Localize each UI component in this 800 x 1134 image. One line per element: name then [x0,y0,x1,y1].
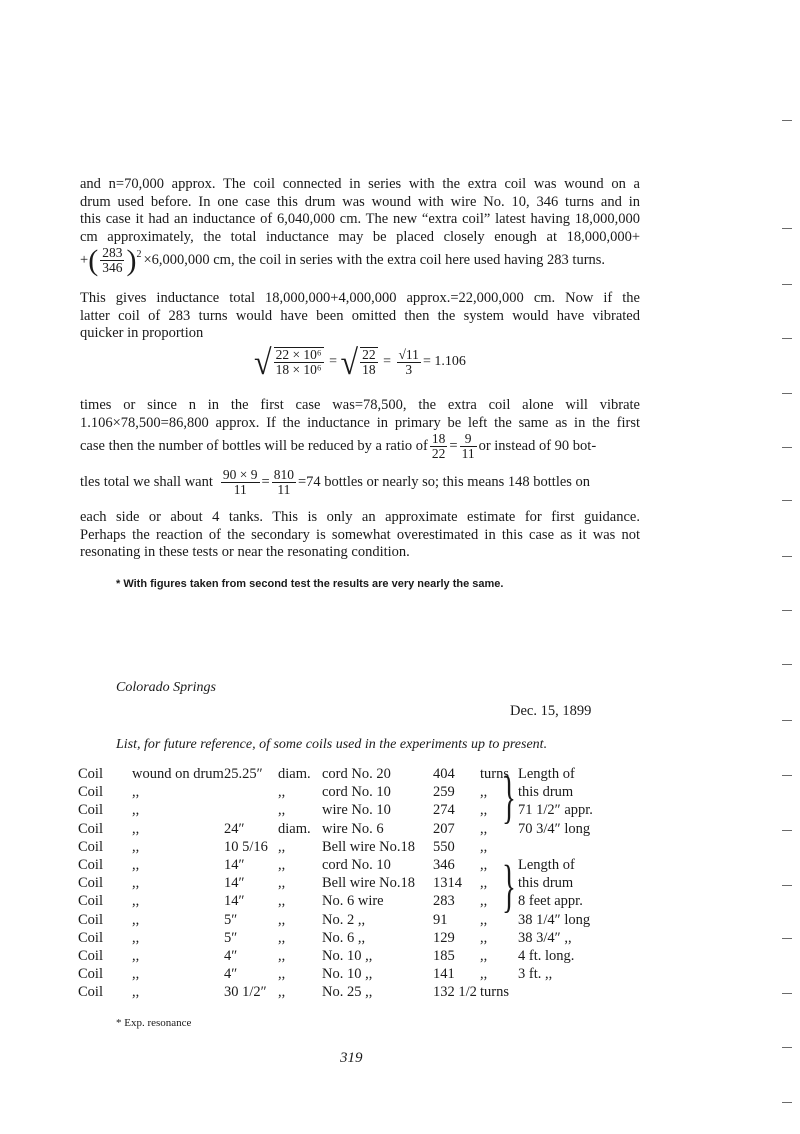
margin-mark [782,938,792,939]
cell-turns: 550 [433,838,455,855]
margin-mark [782,664,792,665]
cell-ditto: ,, [132,875,140,892]
cell-extra: 38 1/4″ long [518,911,591,928]
cell-size: 24″ [224,820,245,837]
cell-mat: cord No. 10 [322,784,391,801]
cell-size: 25.25″ [224,766,263,782]
cell-ditto: ,, [132,984,140,1001]
cell-turns: 129 [433,929,455,946]
cell-turns: 132 1/2 [433,984,477,1001]
cell-turns: 346 [433,857,455,873]
cell-tu: ,, [480,784,488,801]
cell-turns: 259 [433,784,455,801]
cell-turns: 404 [433,766,455,782]
cell-mat: Bell wire No.18 [322,875,416,892]
cell-unit: diam. [278,820,311,837]
cell-extra: this drum [518,875,574,892]
cell-ditto: ,, [132,857,140,873]
table-row [78,893,638,911]
cell-unit: ,, [278,875,286,892]
cell-extra: 70 3/4″ long [518,820,591,837]
cell-ditto: wound on drum [132,766,224,782]
margin-mark [782,228,792,229]
cell-coil: Coil [78,911,103,928]
text-line: This gives inductance total 18,000,000+4,000,000 approx.=22,000,000 cm. Now if the [80,290,640,306]
cell-unit: ,, [278,838,286,855]
margin-mark [782,447,792,448]
cell-ditto: ,, [132,911,140,928]
cell-tu: ,, [480,948,488,964]
cell-ditto: ,, [132,784,140,801]
margin-mark [782,775,792,776]
table-row [78,966,638,984]
cell-coil: Coil [78,802,103,819]
cell-tu: ,, [480,966,488,983]
margin-mark [782,120,792,121]
cell-size: 4″ [224,948,238,964]
cell-ditto: ,, [132,948,140,964]
text-line: 1.106×78,500=86,800 approx. If the inductance in primary be left the same as in the first [80,414,640,431]
cell-extra: Length of [518,766,575,782]
cell-turns: 207 [433,820,455,837]
brace: } [501,853,516,918]
cell-coil: Coil [78,966,103,983]
formula-result: = 1.106 [422,354,466,369]
page-number: 319 [340,1050,363,1066]
margin-mark [782,1047,792,1048]
cell-tu: turns [480,984,509,1001]
cell-ditto: ,, [132,893,140,910]
cell-turns: 1314 [433,875,462,892]
cell-tu: ,, [480,875,488,892]
text-line: times or since n in the first case was=78,500, the extra coil alone will vibrate [80,397,640,413]
exponent: 2 [136,249,142,260]
fraction: $\frac{283}{346}$ [102,245,123,275]
cell-extra: 38 3/4″ ,, [518,929,572,946]
table-row [78,984,638,1002]
formula-tail: ×6,000,000 cm, the coil in series with the extra coil here used having 283 turns. [143,251,606,268]
table-row [78,948,638,966]
cell-coil: Coil [78,784,103,801]
margin-mark [782,830,792,831]
table-row [78,821,638,839]
cell-size: 4″ [224,966,238,983]
text-line: drum used before. In one case this drum was wound with wire No. 10, 346 turns and in [80,193,640,210]
cell-mat: Bell wire No.18 [322,838,416,855]
cell-size: 30 1/2″ [224,984,267,1001]
cell-unit: ,, [278,802,286,819]
cell-extra: 8 feet appr. [518,893,583,910]
cell-extra: this drum [518,784,574,801]
table-row [78,930,638,948]
text-line: cm approximately, the total inductance may be placed closely enough at 18,000,000+ [80,228,640,245]
text-line: latter coil of 283 turns would have been omitted then the system would have vibrated [80,307,640,324]
cell-size: 14″ [224,893,245,910]
cell-size: 10 5/16 [224,838,268,855]
margin-mark [782,610,792,611]
text-line: and n=70,000 approx. The coil connected in series with the extra coil was wound on a [80,176,640,192]
bottle-ratio-line: case then the number of bottles will be reduced by a ratio of $\frac{18}{22}$ = $\frac{9}{11}$ or instead of 90 bot- [80,431,597,461]
cell-extra: 4 ft. long. [518,948,575,964]
bottle-total-line: tles total we shall want $\frac{90 \times 9}{11}$ = $\frac{810}{11}$ =74 bottles or nearly so; this means 148 bottles on [80,467,591,497]
cell-tu: ,, [480,857,488,873]
cell-tu: ,, [480,911,488,928]
margin-mark [782,338,792,339]
cell-mat: wire No. 10 [322,802,391,819]
margin-mark [782,284,792,285]
cell-unit: ,, [278,984,286,1001]
margin-mark [782,393,792,394]
cell-mat: No. 10 ,, [322,966,373,983]
date-heading: Dec. 15, 1899 [510,703,592,719]
cell-unit: ,, [278,893,286,910]
cell-unit: ,, [278,784,286,801]
cell-extra: Length of [518,857,575,873]
ratio-formula: √ $\frac{\text{22 × 10⁶}}{\text{18 × 10⁶}}$ = √ $\frac{22}{18}$ = $\frac{√11}{3}$ = 1.106 [254,342,466,382]
cell-coil: Coil [78,857,103,873]
cell-tu: ,, [480,820,488,837]
cell-turns: 91 [433,911,448,928]
cell-mat: No. 10 ,, [322,948,373,964]
margin-mark [782,885,792,886]
cell-ditto: ,, [132,802,140,819]
cell-coil: Coil [78,984,103,1001]
footnote: * With figures taken from second test the results are very nearly the same. [116,578,504,590]
paragraph-2b [80,509,640,562]
cell-coil: Coil [78,820,103,837]
text-line: quicker in proportion [80,325,204,341]
cell-mat: cord No. 10 [322,857,391,873]
cell-tu: ,, [480,802,488,819]
cell-mat: No. 25 ,, [322,984,373,1001]
text-line: Perhaps the reaction of the secondary is somewhat overestimated in this case as it was not [80,526,640,543]
margin-mark [782,556,792,557]
cell-ditto: ,, [132,838,140,855]
cell-coil: Coil [78,929,103,946]
paragraph-1b [80,290,640,343]
text-line: this case it had an inductance of 6,040,000 cm. The new “extra coil” latest having 18,000,000 [80,211,640,227]
cell-mat: wire No. 6 [322,820,384,837]
table-row [78,875,638,893]
footnote: * Exp. resonance [116,1017,192,1029]
brace: } [501,764,516,829]
cell-mat: No. 6 wire [322,893,384,910]
cell-ditto: ,, [132,929,140,946]
paragraph-2 [80,397,640,432]
cell-turns: 274 [433,802,455,819]
table-row [78,802,638,820]
margin-mark [782,720,792,721]
cell-coil: Coil [78,875,103,892]
cell-unit: ,, [278,966,286,983]
cell-tu: ,, [480,893,488,910]
text-line: each side or about 4 tanks. This is only an approximate estimate for first guidance. [80,509,640,525]
margin-mark [782,500,792,501]
formula-line: + ( $\frac{283}{346}$ ) 2 ×6,000,000 cm, the coil in series with the extra coil here used having 283 turns. [80,243,606,277]
list-title: List, for future reference, of some coils used in the experiments up to present. [116,737,548,752]
cell-mat: cord No. 20 [322,766,391,782]
cell-coil: Coil [78,838,103,855]
cell-extra: 3 ft. ,, [518,966,553,983]
cell-unit: ,, [278,948,286,964]
cell-turns: 141 [433,966,455,983]
cell-coil: Coil [78,948,103,964]
cell-unit: diam. [278,766,311,782]
cell-ditto: ,, [132,820,140,837]
cell-tu: turns [480,766,509,782]
paragraph-1 [80,176,640,246]
cell-ditto: ,, [132,966,140,983]
cell-extra: 71 1/2″ appr. [518,802,593,819]
place-heading: Colorado Springs [116,680,216,695]
cell-size: 14″ [224,857,245,873]
table-row [78,857,638,875]
table-row [78,784,638,802]
table-row [78,766,638,784]
cell-tu: ,, [480,929,488,946]
cell-turns: 185 [433,948,455,964]
cell-size: 5″ [224,929,238,946]
cell-unit: ,, [278,857,286,873]
cell-coil: Coil [78,766,103,782]
margin-mark [782,993,792,994]
margin-mark [782,1102,792,1103]
cell-size: 5″ [224,911,238,928]
cell-unit: ,, [278,911,286,928]
table-row [78,912,638,930]
cell-size: 14″ [224,875,245,892]
cell-coil: Coil [78,893,103,910]
cell-tu: ,, [480,838,488,855]
text-line: resonating in these tests or near the resonating condition. [80,544,410,560]
table-row [78,839,638,857]
cell-mat: No. 6 ,, [322,929,366,946]
cell-unit: ,, [278,929,286,946]
cell-mat: No. 2 ,, [322,911,366,928]
cell-turns: 283 [433,893,455,910]
